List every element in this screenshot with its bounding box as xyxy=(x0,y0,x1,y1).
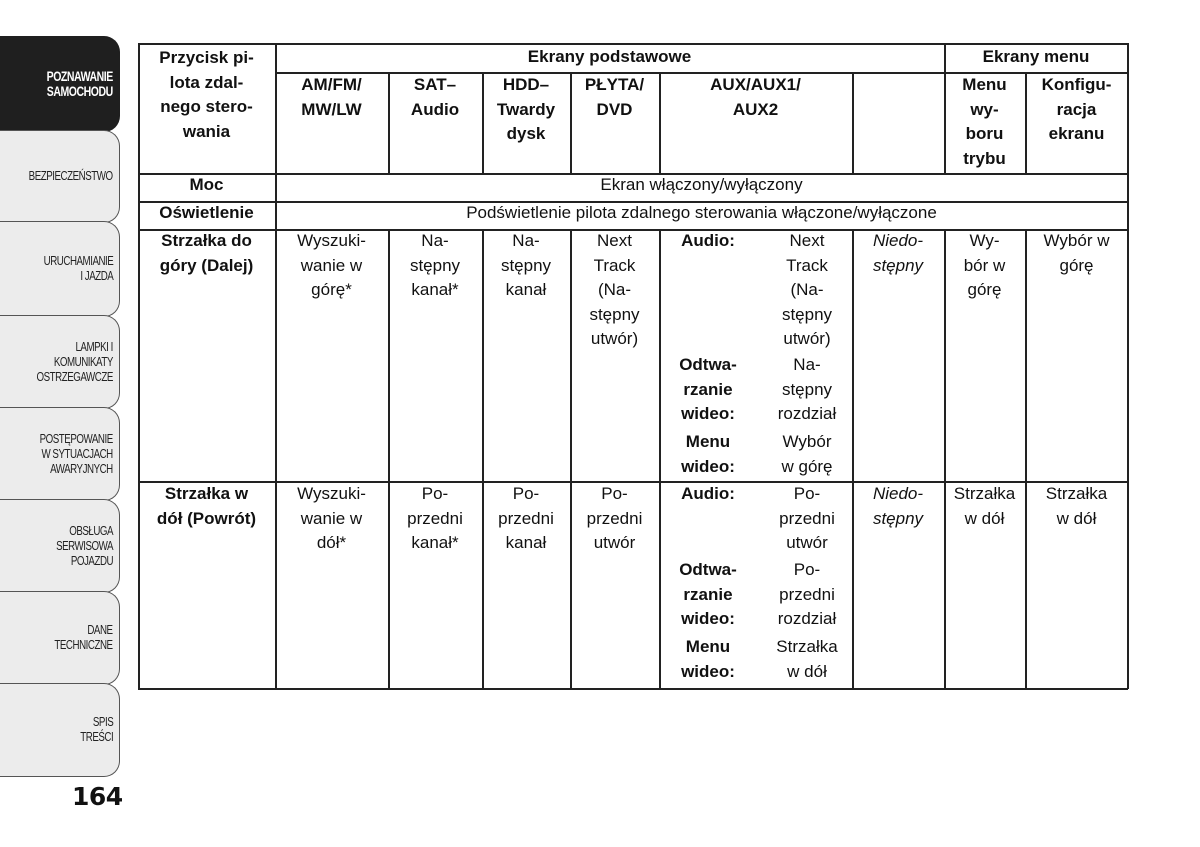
tab-bezpieczenstwo[interactable] xyxy=(0,130,120,223)
cell-down-menu-mode: Strzałka w dół xyxy=(953,484,1016,528)
tab-uruchamianie-i-jazda[interactable] xyxy=(0,221,120,317)
tab-obsluga-serwisowa[interactable] xyxy=(0,499,120,593)
cell-down-dvd: Po- przedni utwór xyxy=(586,484,643,552)
tab-lampki-i-komunikaty[interactable] xyxy=(0,315,120,409)
tab-dane-techniczne[interactable] xyxy=(0,591,120,685)
row-label-moc: Moc xyxy=(189,175,224,194)
row-label-arrow-up: Strzałka do góry (Dalej) xyxy=(159,231,254,275)
header-basic-screens: Ekrany podstawowe xyxy=(527,47,692,66)
cell-up-aux-menu-value: Wybór w górę xyxy=(781,432,833,476)
cell-down-sat: Po- przedni kanał* xyxy=(407,484,463,552)
header-menu-mode: Menu wy- boru trybu xyxy=(962,75,1007,168)
tab-label: LAMPKI I KOMUNIKATY OSTRZEGAWCZE xyxy=(36,339,113,384)
col-divider xyxy=(852,72,854,173)
tab-postepowanie-awaryjne[interactable] xyxy=(0,407,120,501)
col-divider xyxy=(852,229,854,689)
row-label-oswietlenie: Oświetlenie xyxy=(159,203,254,222)
cell-down-aux-video-value: Po- przedni rozdział xyxy=(777,560,837,628)
tab-label: SPIS TREŚCI xyxy=(80,715,113,744)
cell-up-hdd: Na- stępny kanał xyxy=(500,231,552,299)
header-am-fm: AM/FM/ MW/LW xyxy=(301,75,362,119)
tab-label: URUCHAMIANIE I JAZDA xyxy=(43,254,113,283)
cell-down-aux-menu-label: Menu wideo: xyxy=(681,637,735,681)
header-aux: AUX/AUX1/ AUX2 xyxy=(710,75,801,119)
cell-up-aux-audio-label: Audio: xyxy=(681,231,735,250)
header-button-column: Przycisk pi- lota zdal- nego stero- wania xyxy=(159,48,254,141)
row-label-arrow-down: Strzałka w dół (Powrót) xyxy=(156,484,257,528)
cell-down-screen-config: Strzałka w dół xyxy=(1045,484,1108,528)
header-plyta-dvd: PŁYTA/ DVD xyxy=(584,75,645,119)
tab-poznawanie-samochodu[interactable] xyxy=(0,36,120,132)
tab-label: POSTĘPOWANIE W SYTUACJACH AWARYJNYCH xyxy=(39,431,113,476)
tab-label: DANE TECHNICZNE xyxy=(54,623,113,652)
tab-label: POZNAWANIE SAMOCHODU xyxy=(46,69,114,99)
col-divider xyxy=(659,229,661,689)
tab-spis-tresci[interactable] xyxy=(0,683,120,777)
cell-down-unavailable: Niedo- stępny xyxy=(872,484,924,528)
header-hdd: HDD– Twardy dysk xyxy=(496,75,556,143)
cell-up-menu-mode: Wy- bór w górę xyxy=(963,231,1006,299)
table-border-bottom xyxy=(138,688,1128,690)
col-divider xyxy=(1025,229,1027,689)
tab-label: BEZPIECZEŃSTWO xyxy=(29,169,113,183)
cell-up-unavailable: Niedo- stępny xyxy=(872,231,924,275)
header-sat-audio: SAT– Audio xyxy=(410,75,460,119)
cell-down-aux-video-label: Odtwa- rzanie wideo: xyxy=(679,560,737,628)
cell-up-aux-menu-label: Menu wideo: xyxy=(681,432,735,476)
col-divider xyxy=(275,43,277,689)
cell-down-aux-audio-label: Audio: xyxy=(681,484,735,503)
row-value-oswietlenie: Podświetlenie pilota zdalnego sterowania włączone/wyłączone xyxy=(466,203,937,222)
cell-down-hdd: Po- przedni kanał xyxy=(498,484,554,552)
cell-up-aux-video-label: Odtwa- rzanie wideo: xyxy=(679,355,737,423)
cell-up-aux-video-value: Na- stępny rozdział xyxy=(777,355,837,423)
cell-up-aux-audio-value: Next Track (Na- stępny utwór) xyxy=(781,231,833,348)
row-value-moc: Ekran włączony/wyłączony xyxy=(600,175,803,194)
cell-up-dvd: Next Track (Na- stępny utwór) xyxy=(589,231,640,348)
cell-up-screen-config: Wybór w górę xyxy=(1043,231,1110,275)
page-number: 164 xyxy=(72,782,123,811)
cell-down-am: Wyszuki- wanie w dół* xyxy=(297,484,366,552)
remote-control-table xyxy=(138,43,1128,689)
cell-up-am: Wyszuki- wanie w górę* xyxy=(297,231,366,299)
tab-label: OBSŁUGA SERWISOWA POJAZDU xyxy=(55,523,113,568)
cell-down-aux-menu-value: Strzałka w dół xyxy=(776,637,838,681)
header-screen-config: Konfigu- racja ekranu xyxy=(1041,75,1112,143)
header-menu-screens: Ekrany menu xyxy=(982,47,1090,66)
cell-up-sat: Na- stępny kanał* xyxy=(409,231,461,299)
cell-down-aux-audio-value: Po- przedni utwór xyxy=(779,484,835,552)
